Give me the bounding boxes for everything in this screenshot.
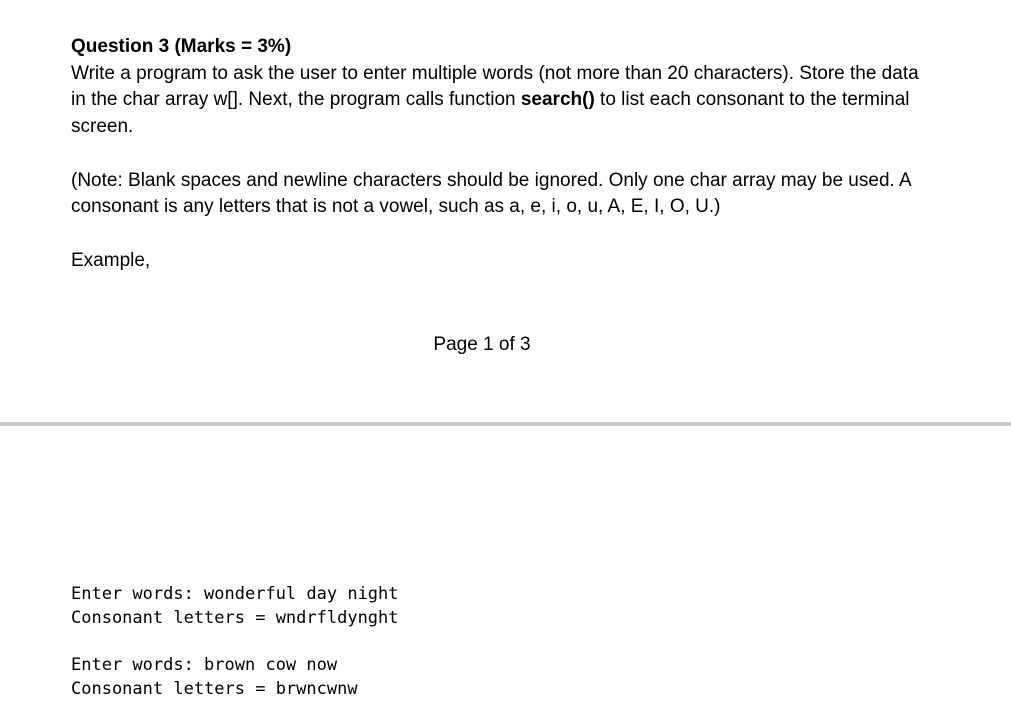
- question-block: [71, 34, 931, 274]
- question-description: [71, 61, 931, 141]
- question-heading: Question 3 (Marks = 3%): [71, 36, 292, 57]
- terminal-input-line: Enter words: wonderful day night: [71, 584, 399, 604]
- terminal-example-2: [71, 654, 358, 701]
- page-number-footer: Page 1 of 3: [433, 334, 531, 355]
- function-name: search(): [520, 89, 595, 111]
- example-label: Example,: [71, 249, 151, 271]
- question-body-part1: Write a program to ask the user to enter multiple words (not more than 20 characters). Store the data in the char array w[]. Next, the program calls function: [71, 62, 919, 111]
- terminal-output-line: Consonant letters = wndrfldynght: [71, 607, 399, 628]
- terminal-input-line: Enter words: brown cow now: [71, 655, 338, 675]
- question-body-part2: to list each consonant to the terminal screen.: [71, 89, 910, 138]
- question-note: (Note: Blank spaces and newline characters should be ignored. Only one char array may be used. A consonant is any letters that is not a vowel, such as a, e, i, o, u, A, E, I, O, U.): [71, 169, 911, 218]
- terminal-output-line: Consonant letters = brwncwnw: [71, 678, 358, 699]
- terminal-example-1: [71, 583, 399, 630]
